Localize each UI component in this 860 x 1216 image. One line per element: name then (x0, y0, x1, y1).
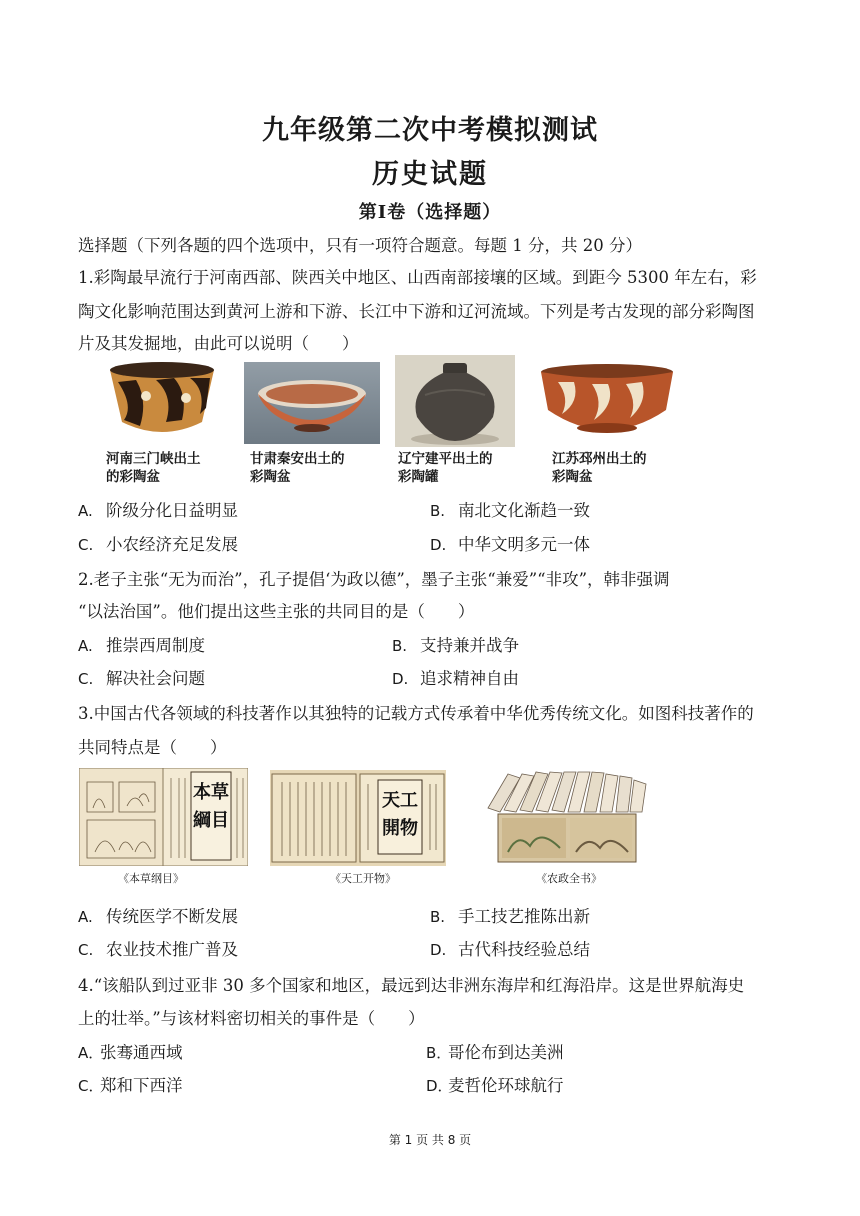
q3-option-b[interactable]: B. 手工技艺推陈出新 (430, 907, 590, 926)
book-cover-char-3: 天工 (382, 790, 418, 811)
book-cover-char-2: 綱目 (193, 810, 229, 831)
book-cover-char-1: 本草 (193, 782, 229, 803)
pottery-image-sanmenxia (100, 356, 224, 448)
q2-option-c[interactable]: C. 解决社会问题 (78, 669, 205, 688)
pottery-image-pizhou (534, 358, 680, 444)
section-heading: 第Ⅰ卷（选择题） (358, 202, 502, 223)
pottery-caption-4: 江苏邳州出土的 彩陶盆 (552, 451, 647, 485)
q1-option-d[interactable]: D. 中华文明多元一体 (430, 535, 590, 554)
q3-line-2: 共同特点是（ ） (78, 738, 227, 757)
q2-option-d[interactable]: D. 追求精神自由 (392, 669, 519, 688)
q4-option-a[interactable]: A．张骞通西域 (78, 1043, 183, 1062)
book-image-tiangong-kaiwu (270, 770, 446, 866)
q1-line-2: 陶文化影响范围达到黄河上游和下游、长江中下游和辽河流域。下列是考古发现的部分彩陶图 (78, 302, 755, 321)
book-caption-1: 《本草纲目》 (118, 872, 184, 885)
q2-line-2: “以法治国”。他们提出这些主张的共同目的是（ ） (78, 602, 475, 621)
pottery-caption-3: 辽宁建平出土的 彩陶罐 (398, 451, 493, 485)
q4-line-1: 4.“该船队到过亚非 30 多个国家和地区，最远到达非洲东海岸和红海沿岸。这是世界航海史 (78, 976, 745, 995)
pottery-caption-1: 河南三门峡出土 的彩陶盆 (106, 451, 201, 485)
book-cover-char-4: 開物 (382, 818, 418, 839)
q3-option-c[interactable]: C. 农业技术推广普及 (78, 940, 238, 959)
instructions: 选择题（下列各题的四个选项中，只有一项符合题意。每题 1 分，共 20 分） (78, 236, 642, 255)
q1-line-3: 片及其发掘地，由此可以说明（ ） (78, 334, 359, 353)
book-image-bencao-gangmu (79, 768, 248, 866)
q3-option-a[interactable]: A. 传统医学不断发展 (78, 907, 238, 926)
q2-line-1: 2.老子主张“无为而治”，孔子提倡‘为政以德”，墨子主张“兼爱”“非攻”，韩非强调 (78, 570, 670, 589)
q4-option-c[interactable]: C．郑和下西洋 (78, 1076, 183, 1095)
q1-option-c[interactable]: C. 小农经济充足发展 (78, 535, 238, 554)
exam-title: 九年级第二次中考模拟测试 (262, 115, 598, 146)
pottery-image-qinan (244, 362, 380, 444)
book-caption-2: 《天工开物》 (330, 872, 396, 885)
q3-line-1: 3.中国古代各领域的科技著作以其独特的记载方式传承着中华优秀传统文化。如图科技著作的 (78, 704, 754, 723)
pottery-caption-2: 甘肃秦安出土的 彩陶盆 (250, 451, 345, 485)
q1-line-1: 1.彩陶最早流行于河南西部、陕西关中地区、山西南部接壤的区域。到距今 5300 年左右，彩 (78, 268, 757, 287)
q1-option-a[interactable]: A. 阶级分化日益明显 (78, 501, 238, 520)
q2-option-a[interactable]: A. 推崇西周制度 (78, 636, 205, 655)
q4-option-b[interactable]: B．哥伦布到达美洲 (426, 1043, 564, 1062)
q3-option-d[interactable]: D. 古代科技经验总结 (430, 940, 590, 959)
book-image-nongzheng-quanshu (478, 768, 654, 868)
exam-subtitle: 历史试题 (372, 159, 488, 190)
q1-option-b[interactable]: B. 南北文化渐趋一致 (430, 501, 590, 520)
book-caption-3: 《农政全书》 (536, 872, 602, 885)
q4-line-2: 上的壮举。”与该材料密切相关的事件是（ ） (78, 1009, 425, 1028)
q2-option-b[interactable]: B. 支持兼并战争 (392, 636, 519, 655)
page-footer: 第 1 页 共 8 页 (388, 1133, 472, 1147)
pottery-image-jianping (395, 355, 515, 447)
q4-option-d[interactable]: D．麦哲伦环球航行 (426, 1076, 564, 1095)
